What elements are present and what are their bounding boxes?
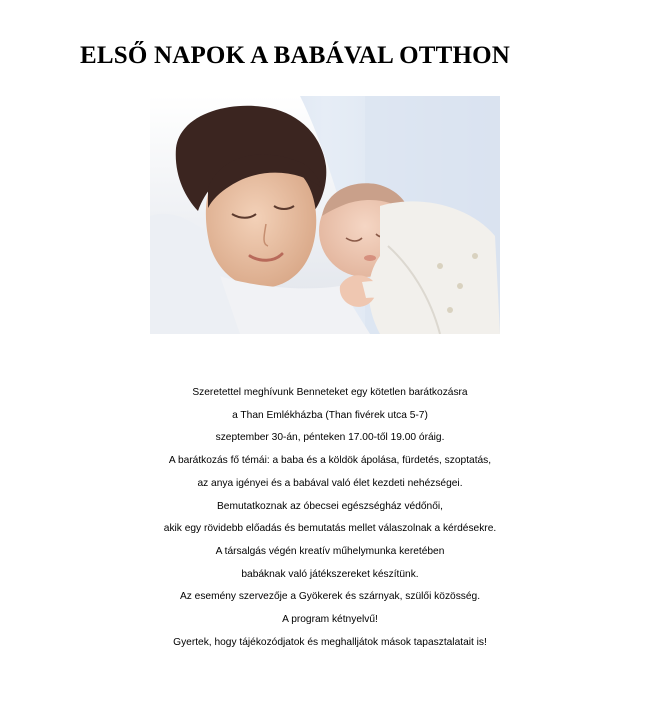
paragraph: a Than Emlékházba (Than fivérek utca 5-7): [232, 409, 428, 421]
paragraph: A barátkozás fő témái: a baba és a köldök ápolása, fürdetés, szoptatás,: [168, 455, 492, 467]
paragraph: A program kétnyelvű!: [282, 614, 378, 626]
paragraph: Szeretettel meghívunk Benneteket egy kötetlen barátkozásra: [192, 387, 468, 398]
mother-baby-photo: [150, 96, 500, 334]
paragraph: Gyertek, hogy tájékozódjatok és meghalljátok mások tapasztalatait is!: [173, 636, 487, 648]
paragraph: az anya igényei és a babával való élet kezdeti nehézségei.: [197, 477, 463, 489]
paragraph: Az esemény szervezője a Gyökerek és szárnyak, szülői közösség.: [179, 591, 481, 603]
paragraph: akik egy rövidebb előadás és bemutatás mellet válaszolnak a kérdésekre.: [163, 523, 497, 535]
paragraph: A társalgás végén kreatív műhelymunka keretében: [215, 545, 445, 557]
invitation-text: [100, 382, 560, 654]
document-title: ELSŐ NAPOK A BABÁVAL OTTHON: [80, 42, 511, 69]
paragraph: Bemutatkoznak az óbecsei egészségház védőnői,: [217, 500, 443, 512]
paragraph: babáknak való játékszereket készítünk.: [241, 568, 419, 580]
paragraph: szeptember 30-án, pénteken 17.00-től 19.00 óráig.: [215, 432, 445, 444]
